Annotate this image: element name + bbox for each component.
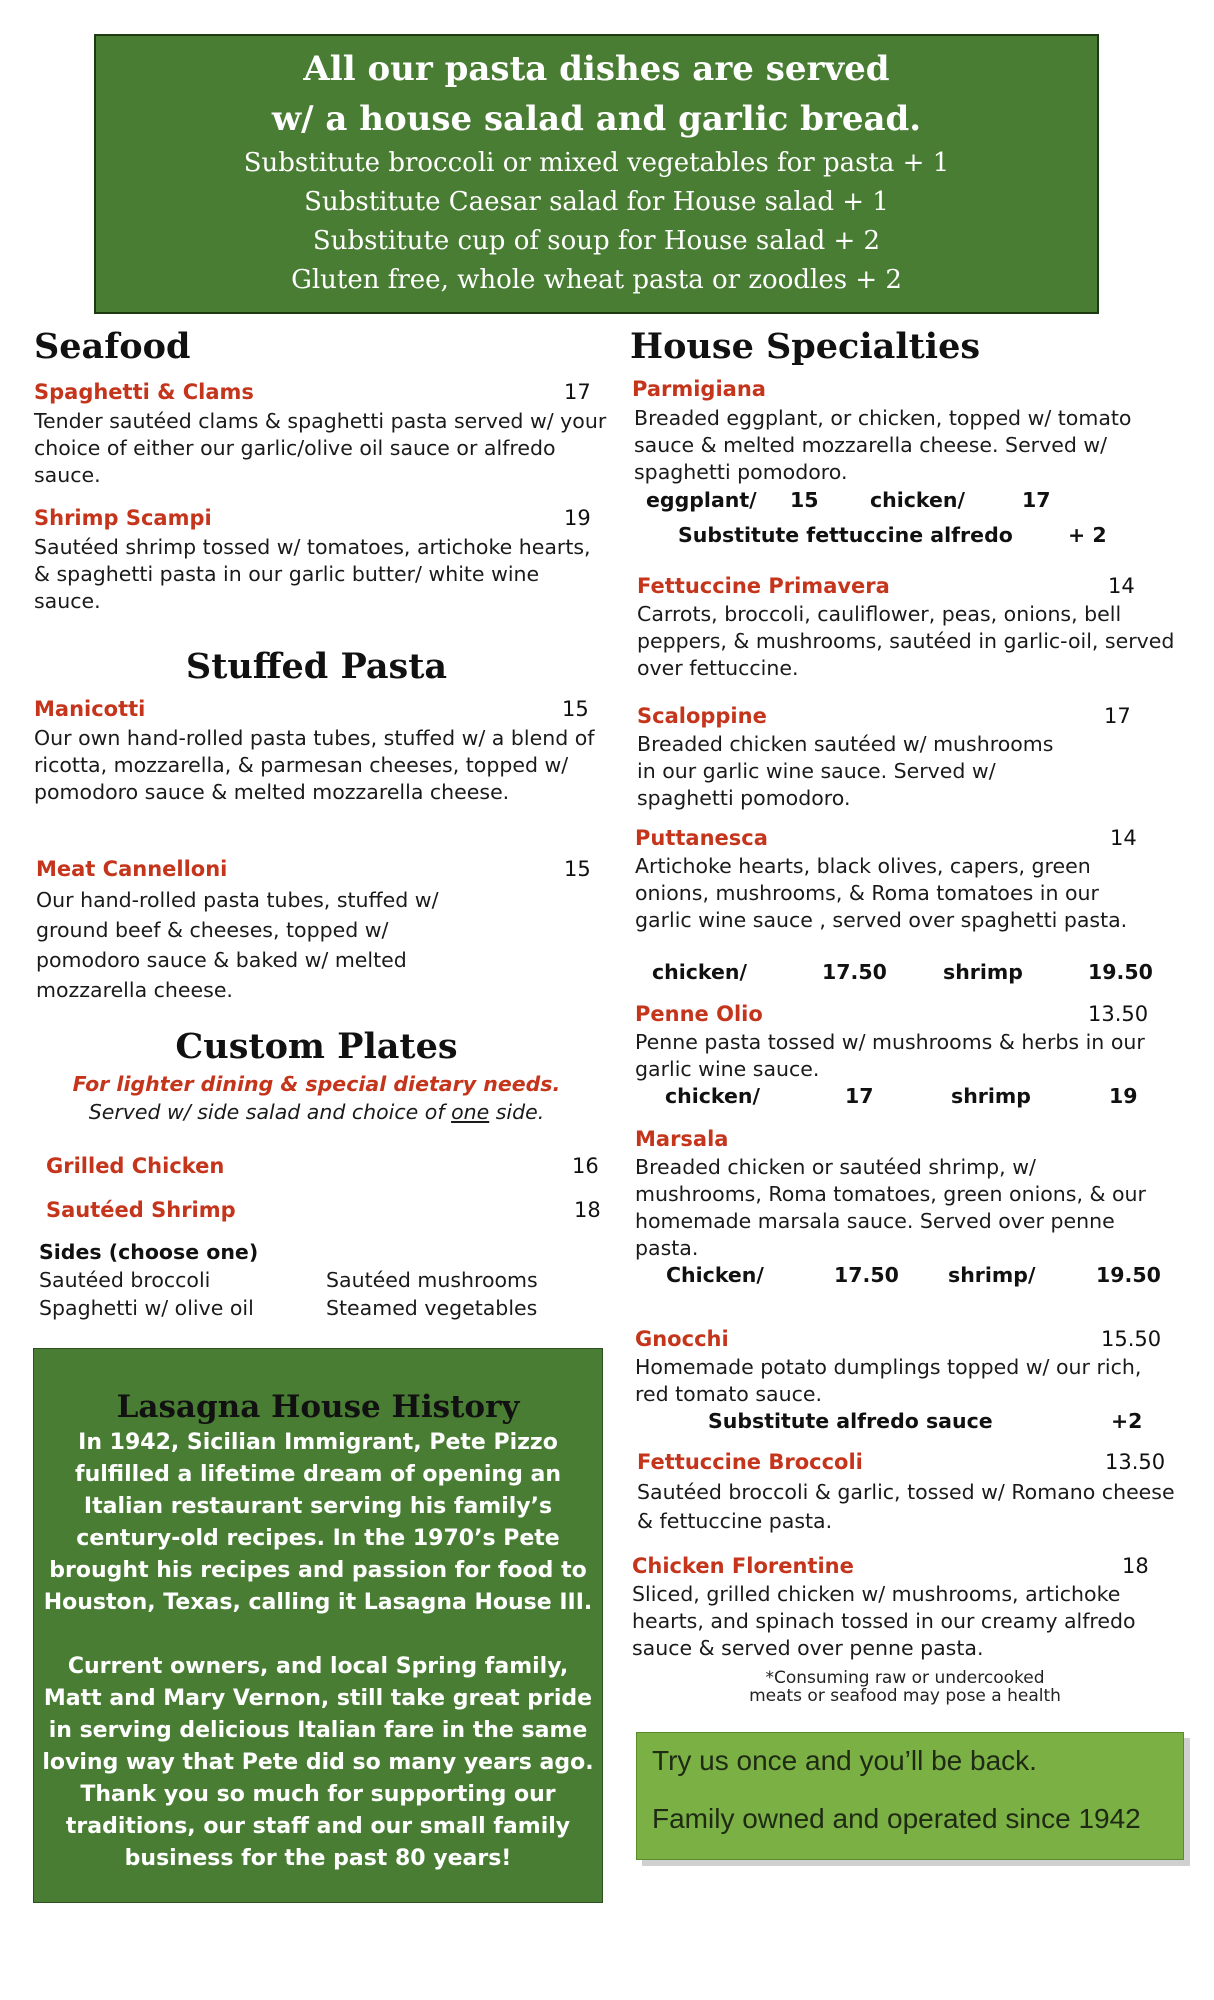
- item-price-chicken-florentine: 18: [1122, 1554, 1149, 1578]
- tagline-line-1: Try us once and you’ll be back.: [652, 1745, 1037, 1776]
- history-paragraph-2: Current owners, and local Spring family, Matt and Mary Vernon, still take great pride in serving delicious Italian fare in the same loving way that Pete did so many years ago. Thank you so much for supporting our traditions, our staff and our small family business for the past 80 years!: [42, 1654, 594, 1871]
- item-desc-penne-olio: Penne pasta tossed w/ mushrooms & herbs in our garlic wine sauce.: [635, 1030, 1145, 1081]
- side-option: Steamed vegetables: [326, 1296, 538, 1320]
- option-shrimp-label: shrimp: [951, 1084, 1031, 1108]
- parmigiana-substitute: Substitute fettuccine alfredo: [678, 523, 1013, 547]
- option-chicken-price: 17.50: [834, 1263, 899, 1287]
- option-eggplant-price: 15: [790, 488, 819, 512]
- disclaimer-line-1: *Consuming raw or undercooked: [765, 1668, 1045, 1688]
- banner-line-2: w/ a house salad and garlic bread.: [271, 99, 922, 139]
- served-note-end: side.: [489, 1100, 545, 1124]
- pasta-info-banner: [94, 34, 1099, 314]
- option-shrimp-price: 19: [1109, 1084, 1138, 1108]
- item-name-chicken-florentine: Chicken Florentine: [632, 1554, 854, 1578]
- item-desc-gnocchi: Homemade potato dumplings topped w/ our rich, red tomato sauce.: [635, 1355, 1142, 1406]
- option-chicken-label: chicken/: [665, 1084, 760, 1108]
- option-chicken-label: chicken/: [652, 960, 747, 984]
- option-shrimp-price: 19.50: [1096, 1263, 1161, 1287]
- item-desc-meat-cannelloni: Our hand-rolled pasta tubes, stuffed w/ ground beef & cheeses, topped w/ pomodoro sauce & baked w/ melted mozzarella cheese.: [36, 888, 439, 1002]
- item-price-puttanesca: 14: [1110, 826, 1137, 850]
- item-name-parmigiana: Parmigiana: [632, 377, 766, 401]
- food-safety-disclaimer: [700, 1669, 1110, 1705]
- banner-line-6: Gluten free, whole wheat pasta or zoodles + 2: [291, 265, 902, 295]
- item-desc-shrimp-scampi: Sautéed shrimp tossed w/ tomatoes, artichoke hearts, & spaghetti pasta in our garlic butter/ white wine sauce.: [34, 535, 591, 613]
- item-price-penne-olio: 13.50: [1088, 1002, 1149, 1026]
- item-name-sauteed-shrimp: Sautéed Shrimp: [46, 1198, 236, 1222]
- item-desc-puttanesca: Artichoke hearts, black olives, capers, green onions, mushrooms, & Roma tomatoes in our garlic wine sauce , served over spaghetti pasta.: [635, 854, 1128, 932]
- custom-plates-served-note: [34, 1100, 599, 1124]
- banner-line-3: Substitute broccoli or mixed vegetables for pasta + 1: [243, 148, 950, 178]
- sides-heading: Sides (choose one): [39, 1240, 259, 1264]
- item-desc-spaghetti-clams: Tender sautéed clams & spaghetti pasta served w/ your choice of either our garlic/olive oil sauce or alfredo sauce.: [34, 409, 607, 487]
- gnocchi-substitute-price: +2: [1111, 1409, 1143, 1433]
- item-desc-chicken-florentine: Sliced, grilled chicken w/ mushrooms, artichoke hearts, and spinach tossed in our creamy alfredo sauce & served over penne pasta.: [632, 1582, 1136, 1660]
- item-desc-manicotti: Our own hand-rolled pasta tubes, stuffed w/ a blend of ricotta, mozzarella, & parmesan cheeses, topped w/ pomodoro sauce & melted mozzarella cheese.: [34, 726, 595, 804]
- item-price-grilled-chicken: 16: [572, 1154, 599, 1178]
- item-name-grilled-chicken: Grilled Chicken: [46, 1154, 225, 1178]
- item-name-marsala: Marsala: [635, 1127, 729, 1151]
- item-price-gnocchi: 15.50: [1101, 1327, 1162, 1351]
- option-eggplant-label: eggplant/: [646, 488, 757, 512]
- history-title: Lasagna House History: [116, 1389, 520, 1425]
- item-desc-scaloppine: Breaded chicken sautéed w/ mushrooms in our garlic wine sauce. Served w/ spaghetti pomodoro.: [637, 732, 1054, 810]
- tagline-line-2: Family owned and operated since 1942: [652, 1803, 1141, 1834]
- item-price-sauteed-shrimp: 18: [574, 1198, 601, 1222]
- seafood-heading: Seafood: [34, 326, 191, 367]
- item-price-shrimp-scampi: 19: [564, 506, 591, 530]
- side-option: Sautéed mushrooms: [326, 1268, 538, 1292]
- item-name-fettuccine-primavera: Fettuccine Primavera: [637, 574, 890, 598]
- item-price-manicotti: 15: [562, 697, 589, 721]
- item-price-spaghetti-clams: 17: [564, 380, 591, 404]
- history-paragraph-1: In 1942, Sicilian Immigrant, Pete Pizzo fulfilled a lifetime dream of opening an Italian restaurant serving his family’s century-old recipes. In the 1970’s Pete brought his recipes and passion for food to Houston, Texas, calling it Lasagna House III.: [43, 1430, 593, 1615]
- stuffed-pasta-heading: Stuffed Pasta: [185, 646, 448, 687]
- item-desc-marsala: Breaded chicken or sautéed shrimp, w/ mushrooms, Roma tomatoes, green onions, & our homemade marsala sauce. Served over penne pasta.: [635, 1155, 1146, 1260]
- item-desc-parmigiana: Breaded eggplant, or chicken, topped w/ tomato sauce & melted mozzarella cheese. Served w/ spaghetti pomodoro.: [634, 406, 1132, 484]
- tagline-box: [636, 1732, 1184, 1860]
- item-price-meat-cannelloni: 15: [564, 857, 591, 881]
- item-price-fettuccine-primavera: 14: [1108, 574, 1135, 598]
- parmigiana-substitute-price: + 2: [1068, 523, 1107, 547]
- custom-plates-heading: Custom Plates: [175, 1026, 458, 1067]
- served-note-emphasis: one: [451, 1100, 490, 1124]
- option-shrimp-label: shrimp/: [948, 1263, 1036, 1287]
- item-price-fettuccine-broccoli: 13.50: [1105, 1450, 1166, 1474]
- banner-line-5: Substitute cup of soup for House salad + 2: [312, 226, 881, 256]
- item-desc-fettuccine-broccoli: Sautéed broccoli & garlic, tossed w/ Romano cheese & fettuccine pasta.: [637, 1480, 1175, 1533]
- option-chicken-label: chicken/: [870, 488, 965, 512]
- house-specialties-heading: House Specialties: [630, 326, 981, 367]
- item-name-fettuccine-broccoli: Fettuccine Broccoli: [637, 1450, 863, 1474]
- side-option: Spaghetti w/ olive oil: [39, 1296, 254, 1320]
- history-box: [33, 1348, 603, 1903]
- item-name-gnocchi: Gnocchi: [635, 1327, 729, 1351]
- item-name-manicotti: Manicotti: [34, 697, 146, 721]
- banner-line-4: Substitute Caesar salad for House salad + 1: [304, 187, 889, 217]
- served-note-text: Served w/ side salad and choice of: [88, 1100, 452, 1124]
- item-price-scaloppine: 17: [1104, 704, 1131, 728]
- item-name-meat-cannelloni: Meat Cannelloni: [36, 857, 228, 881]
- side-option: Sautéed broccoli: [39, 1268, 211, 1292]
- option-chicken-label: Chicken/: [666, 1263, 764, 1287]
- option-chicken-price: 17: [845, 1084, 874, 1108]
- option-shrimp-label: shrimp: [943, 960, 1023, 984]
- banner-line-1: All our pasta dishes are served: [303, 49, 890, 89]
- option-shrimp-price: 19.50: [1088, 960, 1153, 984]
- item-name-shrimp-scampi: Shrimp Scampi: [34, 506, 212, 530]
- item-name-spaghetti-clams: Spaghetti & Clams: [34, 380, 254, 404]
- custom-plates-note: For lighter dining & special dietary needs.: [72, 1072, 561, 1096]
- disclaimer-line-2: meats or seafood may pose a health: [749, 1686, 1061, 1706]
- item-name-scaloppine: Scaloppine: [637, 704, 767, 728]
- item-desc-fettuccine-primavera: Carrots, broccoli, cauliflower, peas, onions, bell peppers, & mushrooms, sautéed in garlic-oil, served over fettuccine.: [637, 602, 1175, 680]
- option-chicken-price: 17: [1022, 488, 1051, 512]
- item-name-penne-olio: Penne Olio: [635, 1002, 763, 1026]
- gnocchi-substitute: Substitute alfredo sauce: [708, 1409, 993, 1433]
- item-name-puttanesca: Puttanesca: [635, 826, 768, 850]
- option-chicken-price: 17.50: [822, 960, 887, 984]
